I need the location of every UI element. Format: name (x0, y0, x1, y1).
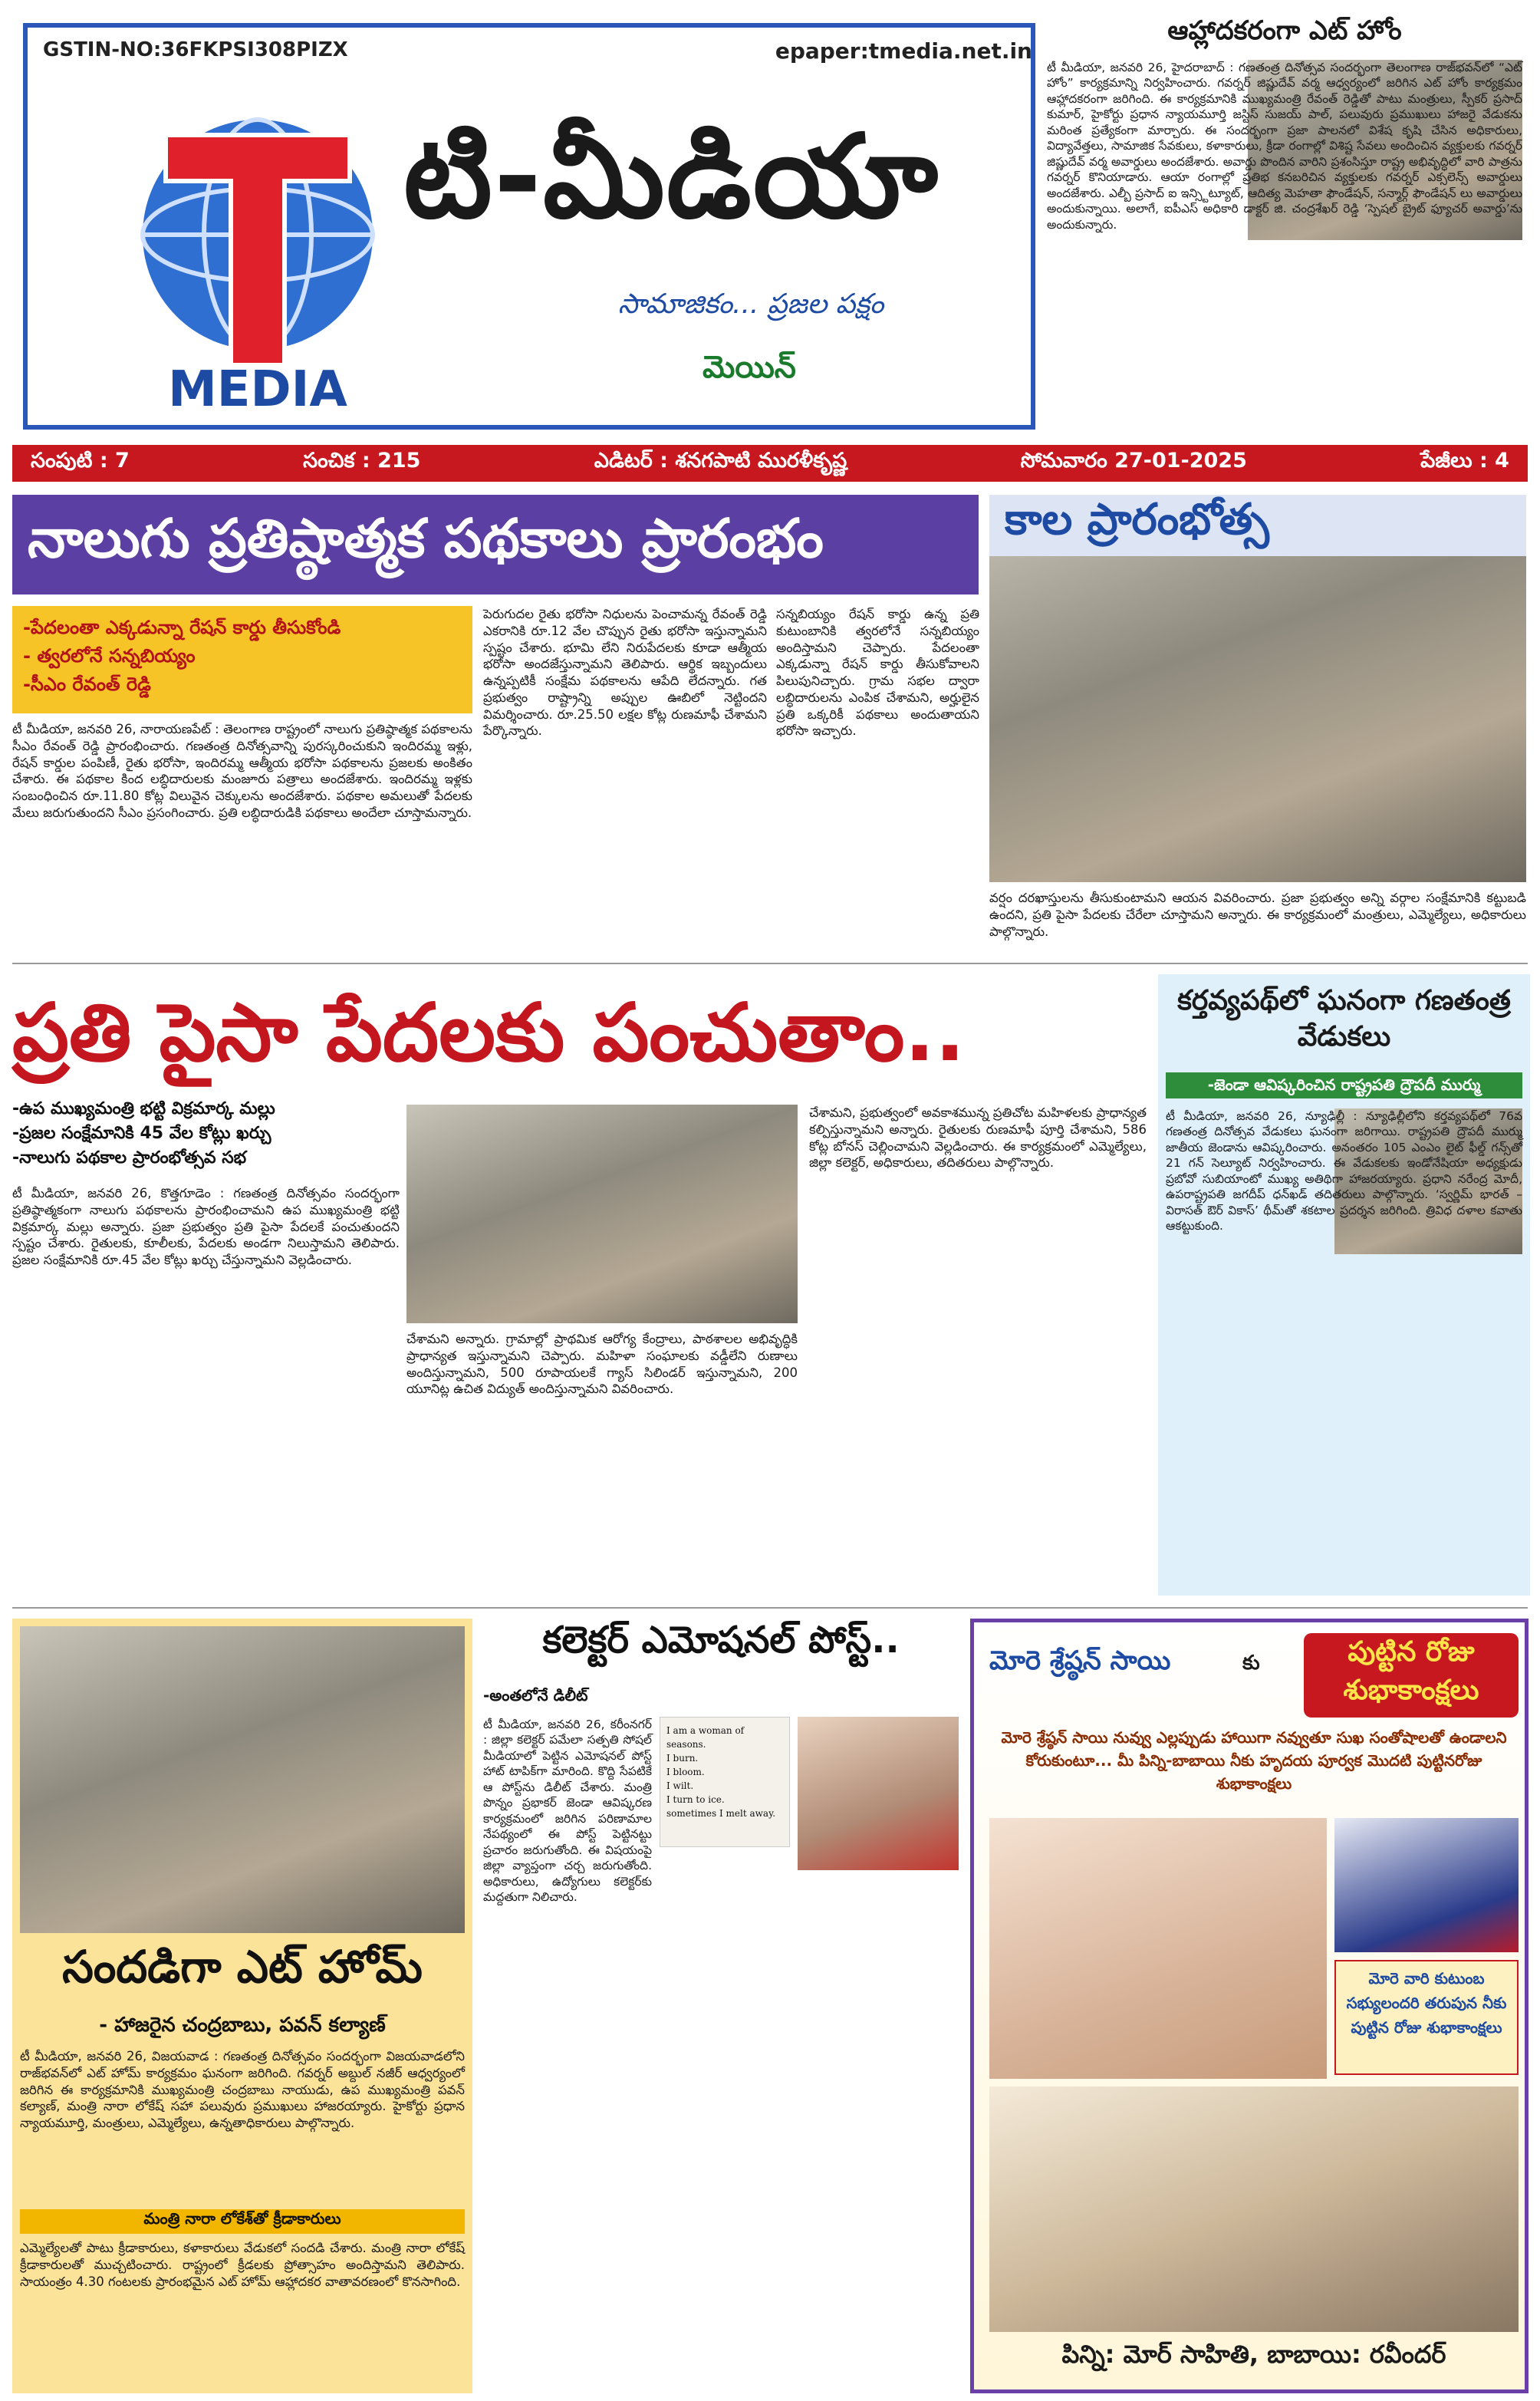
pages-label: పేజీలు : 4 (1420, 449, 1509, 473)
baby-photo-2 (1334, 1818, 1519, 1952)
quote-line: I wilt. (666, 1780, 694, 1791)
ad-footer: పిన్ని: మోర్ సాహితి, బాబాయి: రవీందర్ (1061, 2340, 1446, 2369)
story-inner-subhead: మంత్రి నారా లోకేశ్‌తో క్రీడాకారులు (20, 2209, 465, 2234)
quote-line: I bloom. (666, 1767, 705, 1777)
collector-story (483, 1619, 959, 2393)
second-col-2: చేశామని అన్నారు. గ్రామాల్లో ప్రాథమిక ఆరోగ్య కేంద్రాలు, పాఠశాలల అభివృద్ధికి ప్రాధాన్యత ఇస్తున్నామని చెప్పారు. మహిళా సంఘాలకు వడ్డీలేని రుణాలు అందిస్తున్నామని, 500 రూపాయలకే గ్యాస్ సిలిండర్ ఇస్తున్నామని, 200 యూనిట్ల ఉచిత విద్యుత్ అందిస్తున్నామని వివరించారు. (406, 1332, 798, 1397)
bullet-item: -నాలుగు పథకాల ప్రారంభోత్సవ సభ (12, 1148, 247, 1168)
story-headline: కలెక్టర్ ఎమోషనల్ పోస్ట్.. (542, 1619, 900, 1662)
lead-col-1: టీ మీడియా, జనవరి 26, నారాయణపేట్ : తెలంగాణ రాష్ట్రంలో నాలుగు ప్రతిష్ఠాత్మక పథకాలను సీఎం రేవంత్ రెడ్డి ప్రారంభించారు. గణతంత్ర దినోత్సవాన్ని పురస్కరించుకుని ఇందిరమ్మ ఇళ్లు, రేషన్ కార్డుల పంపిణీ, రైతు భరోసా, ఇందిరమ్మ ఆత్మీయ భరోసా పథకాలను ప్రజలకు అంకితం చేశారు. ఈ పథకాల కింద లబ్ధిదారులకు మంజూరు పత్రాలు అందజేశారు. ఇందిరమ్మ ఇళ్లకు సంబంధించిన రూ.11.80 కోట్ల విలువైన చెక్కులను అందజేశారు. పథకాల అమలుతో పేదలకు మేలు జరుగుతుందని సీఎం ప్రసంగించారు. ప్రతి లబ్ధిదారుడికి పథకాలు అందేలా చూస్తామన్నారు. (12, 722, 472, 820)
ad-name: మోరె శ్రేష్ఠన్ సాయి (989, 1645, 1171, 1676)
story-body: టీ మీడియా, జనవరి 26, విజయవాడ : గణతంత్ర దినోత్సవం సందర్భంగా విజయవాడలోని రాజ్‌భవన్‌లో ఎట్ హోమ్ కార్యక్రమం ఘనంగా జరిగింది. గవర్నర్ అబ్దుల్ నజీర్ ఆధ్వర్యంలో జరిగిన ఈ కార్యక్రమానికి ముఖ్యమంత్రి చంద్రబాబు నాయుడు, ఉప ముఖ్యమంత్రి పవన్ కల్యాణ్, మంత్రి నారా లోకేష్ సహా పలువురు ప్రముఖులు హాజరయ్యారు. హైకోర్టు ప్రధాన న్యాయమూర్తి, మంత్రులు, ఎమ్మెల్యేలు, ఉన్నతాధికారులు పాల్గొన్నారు. (20, 2049, 465, 2131)
top-right-story (1047, 15, 1522, 441)
at-home-photo (20, 1626, 465, 1933)
at-home-story (12, 1619, 472, 2393)
editor-label: ఎడిటర్ : శనగపాటి మురళీకృష్ణ (594, 449, 847, 473)
quote-line: I burn. (666, 1753, 699, 1764)
masthead (23, 23, 1035, 430)
story-subhead: -జెండా ఆవిష్కరించిన రాష్ట్రపతి ద్రౌపదీ ముర్ము (1166, 1072, 1522, 1098)
second-headline: ప్రతి పైసా పేదలకు పంచుతాం.. (12, 986, 966, 1079)
quote-line: I am a woman of seasons. (666, 1725, 745, 1750)
quote-line: I turn to ice. (666, 1794, 725, 1805)
baby-photo-1 (989, 1818, 1327, 2079)
second-col-3: చేశామని, ప్రభుత్వంలో అవకాశమున్న ప్రతిచోట మహిళలకు ప్రాధాన్యత కల్పిస్తున్నామని అన్నారు. రైతులకు రుణమాఫీ పూర్తి చేశామని, 586 కోట్ల బోనస్ చెల్లించామని వెల్లడించారు. ఈ కార్యక్రమంలో ఎమ్మెల్యేలు, జిల్లా కలెక్టర్, అధికారులు, తదితరులు పాల్గొన్నారు. (809, 1105, 1147, 1171)
ad-wish: మోరె శ్రేష్ఠన్ సాయి నువ్వు ఎల్లప్పుడు హాయిగా నవ్వుతూ సుఖ సంతోషాలతో ఉండాలని కోరుకుంటూ... మీ పిన్ని-బాబాయి నీకు హృదయ పూర్వక మొదటి పుట్టినరోజు శుభాకాంక్షలు (1001, 1728, 1507, 1793)
section-divider (12, 1607, 1528, 1609)
lead-headline: నాలుగు ప్రతిష్ఠాత్మక పథకాలు ప్రారంభం (12, 495, 979, 594)
lead-col-3: సన్నబియ్యం రేషన్ కార్డు ఉన్న ప్రతి కుటుంబానికి త్వరలోనే సన్నబియ్యం అందిస్తామని చెప్పారు. పేదలంతా ఎక్కడున్నా రేషన్ కార్డు తీసుకోవాలని పిలుపునిచ్చారు. గ్రామ సభల ద్వారా లబ్ధిదారులను ఎంపిక చేశామని, అర్హులైన ప్రతి ఒక్కరికీ పథకాలు అందుతాయని భరోసా ఇచ్చారు. (776, 607, 979, 739)
bullet-item: -పేదలంతా ఎక్కడున్నా రేషన్ కార్డు తీసుకోండి (23, 617, 341, 638)
bullet-item: -ప్రజల సంక్షేమానికి 45 వేల కోట్లు ఖర్చు (12, 1123, 271, 1143)
story-subhead: - హాజరైన చంద్రబాబు, పవన్ కల్యాణ్ (99, 2014, 386, 2037)
second-col-1: టీ మీడియా, జనవరి 26, కొత్తగూడెం : గణతంత్ర దినోత్సవం సందర్భంగా ప్రతిష్ఠాత్మకంగా నాలుగు పథకాలను ప్రారంభించామని ఉప ముఖ్యమంత్రి భట్టి విక్రమార్క మల్లు అన్నారు. ప్రజా ప్రభుత్వం ప్రతి పైసా పేదలకే పంచుతుందని స్పష్టం చేశారు. రైతులకు, కూలీలకు, పేదలకు అండగా నిలుస్తామని తెలిపారు. ప్రజల సంక్షేమానికి రూ.45 వేల కోట్లు ఖర్చు చేస్తున్నామని వెల్లడించారు. (12, 1186, 400, 1268)
story-headline: కర్తవ్యపథ్‌లో ఘనంగా గణతంత్ర వేడుకలు (1177, 985, 1511, 1052)
gstin-number: GSTIN-NO:36FKPSI308PIZX (43, 38, 348, 61)
lead-photo (989, 495, 1526, 882)
quote-box (660, 1717, 790, 1847)
ad-ku: కు (1242, 1652, 1260, 1675)
story-headline: సందడిగా ఎట్ హోమ్ (62, 1941, 423, 1993)
logo-media-text: MEDIA (168, 361, 347, 418)
issue-label: సంచిక : 215 (303, 449, 421, 473)
story-subhead: -అంతలోనే డిలీట్ (483, 1686, 588, 1704)
story-body-cont (483, 1902, 959, 2386)
story-headline: ఆహ్లాదకరంగా ఎట్ హోం (1167, 15, 1402, 46)
logo (135, 89, 380, 419)
story-body: టీ మీడియా, జనవరి 26, న్యూఢిల్లీ : న్యూఢిల్లీలోని కర్తవ్యపథ్‌లో 76వ గణతంత్ర దినోత్సవ వేడుకలు ఘనంగా జరిగాయి. రాష్ట్రపతి ద్రౌపదీ ముర్ము జాతీయ జెండాను ఆవిష్కరించారు. అనంతరం 105 ఎంఎం లైట్ ఫీల్డ్ గన్స్‌తో 21 గన్ సెల్యూట్ నిర్వహించారు. ఈ వేడుకలకు ఇండోనేషియా అధ్యక్షుడు ప్రబోవో సుబియాంటో ముఖ్య అతిథిగా హాజరయ్యారు. ప్రధాని నరేంద్ర మోదీ, ఉపరాష్ట్రపతి జగదీప్ ధన్‌ఖడ్ తదితరులు పాల్గొన్నారు. ‘స్వర్ణిమ్ భారత్ – విరాసత్ ఔర్ వికాస్’ థీమ్‌తో శకటాల ప్రదర్శన జరిగింది. త్రివిధ దళాల కవాతు ఆకట్టుకుంది. (1166, 1109, 1522, 1233)
story-body: టీ మీడియా, జనవరి 26, హైదరాబాద్ : గణతంత్ర దినోత్సవ సందర్భంగా తెలంగాణ రాజ్‌భవన్‌లో “ఎట్ హోం” కార్యక్రమాన్ని నిర్వహించారు. గవర్నర్ జిష్ణుదేవ్ వర్మ ఆధ్వర్యంలో జరిగిన ఎట్ హోం కార్యక్రమం ఆహ్లాదకరంగా జరిగింది. ఈ కార్యక్రమానికి ముఖ్యమంత్రి రేవంత్ రెడ్డితో పాటు మంత్రులు, స్పీకర్ ప్రసాద్ కుమార్, హైకోర్టు ప్రధాన న్యాయమూర్తి జస్టిస్ సుజయ్ పాల్, పలువురు ప్రముఖులు హాజరై వేడుకను మరింత ప్రత్యేకంగా మార్చారు. ఈ సందర్భంగా ప్రజా పాలనలో విశేష కృషి చేసిన అధికారులు, విద్యావేత్తలు, సామాజిక సేవకులు, కళాకారులు, క్రీడా రంగాల్లో విశిష్ట సేవలు అందించిన వ్యక్తులకు గవర్నర్ జిష్ణుదేవ్ వర్మ అవార్డులు అందజేశారు. అవార్డు పొందిన వారిని ప్రశంసిస్తూ రాష్ట్ర అభివృద్ధిలో వారి పాత్రను గవర్నర్ కొనియాడారు. ఆయా రంగాల్లో ప్రతిభ కనబరిచిన వ్యక్తులకు గవర్నర్ ఎక్సలెన్స్ అవార్డులు అందజేశారు. ఎల్బీ ప్రసాద్ ఐ ఇన్స్టిట్యూట్, ఆదిత్య మెహతా ఫౌండేషన్, సన్మార్గ్ ఫౌండేషన్ లు అవార్డులు అందుకున్నాయి. అలాగే, ఐపీఎస్ అధికారి డాక్టర్ జి. చంద్రశేఖర్ రెడ్డి ‘స్పెషల్ బ్రైట్ ఫ్యూచర్ అవార్డు’ను అందుకున్నారు. (1047, 61, 1522, 232)
photo-banner: కాల ప్రారంభోత్స (989, 495, 1526, 556)
bullet-item: -సీఎం రేవంత్ రెడ్డి (23, 674, 151, 696)
second-photo (406, 1105, 798, 1323)
baby-photo-3 (989, 2086, 1519, 2332)
epaper-url[interactable]: epaper:tmedia.net.in (775, 38, 1032, 64)
lead-col-4: వర్షం దరఖాస్తులను తీసుకుంటామని ఆయన వివరించారు. ప్రజా ప్రభుత్వం అన్ని వర్గాల సంక్షేమానికి కట్టుబడి ఉందని, ప్రతి పైసా పేదలకు చేరేలా చూస్తామని అన్నారు. ఈ కార్యక్రమంలో మంత్రులు, ఎమ్మెల్యేలు, అధికారులు పాల్గొన్నారు. (989, 891, 1526, 939)
quote-line: sometimes I melt away. (666, 1808, 776, 1819)
bullet-item: - త్వరలోనే సన్నబియ్యం (23, 645, 196, 667)
brand-name: టి-మీడియా (403, 110, 939, 244)
tagline: సామాజికం... ప్రజల పక్షం (618, 288, 884, 320)
ad-headline: పుట్టిన రోజు శుభాకాంక్షలు (1304, 1633, 1519, 1718)
lead-col-2: పెరుగుదల రైతు భరోసా నిధులను పెంచామన్న రేవంత్ రెడ్డి ఎకరానికి రూ.12 వేల చొప్పున రైతు భరోసా ఇస్తున్నామని స్పష్టం చేశారు. భూమి లేని నిరుపేదలకు కూడా ఆత్మీయ భరోసా అందజేస్తున్నామని తెలిపారు. ఆర్థిక ఇబ్బందులు ఉన్నప్పటికీ సంక్షేమ పథకాలను ఆపేది లేదన్నారు. గత ప్రభుత్వం రాష్ట్రాన్ని అప్పుల ఊబిలో నెట్టిందని విమర్శించారు. రూ.25.50 లక్షల కోట్ల రుణమాఫీ చేశామని పేర్కొన్నారు. (483, 607, 767, 739)
date-label: సోమవారం 27-01-2025 (1020, 449, 1247, 473)
ad-family: మోరె వారి కుటుంబ సభ్యులందరి తరుపున నీకు పుట్టిన రోజు శుభాకాంక్షలు (1334, 1960, 1519, 2075)
story-body-2: ఎమ్మెల్యేలతో పాటు క్రీడాకారులు, కళాకారులు వేడుకలో సందడి చేశారు. మంత్రి నారా లోకేష్ క్రీడాకారులతో ముచ్చటించారు. రాష్ట్రంలో క్రీడలకు ప్రోత్సాహం అందిస్తామని తెలిపారు. సాయంత్రం 4.30 గంటలకు ప్రారంభమైన ఎట్ హోమ్ ఆహ్లాదకర వాతావరణంలో కొనసాగింది. (20, 2241, 465, 2289)
story-body: టీ మీడియా, జనవరి 26, కరీంనగర్ : జిల్లా కలెక్టర్ పమేలా సత్పతి సోషల్ మీడియాలో పెట్టిన ఎమోషనల్ పోస్ట్ హాట్ టాపిక్‌గా మారింది. కొద్ది సేపటికే ఆ పోస్ట్‌ను డిలీట్ చేశారు. మంత్రి పొన్నం ప్రభాకర్ జెండా ఆవిష్కరణ కార్యక్రమంలో జరిగిన పరిణామాల నేపథ్యంలో ఈ పోస్ట్ పెట్టినట్టు ప్రచారం జరుగుతోంది. ఈ విషయంపై జిల్లా వ్యాప్తంగా చర్చ జరుగుతోంది. అధికారులు, ఉద్యోగులు కలెక్టర్‌కు మద్దతుగా నిలిచారు. (483, 1718, 652, 1904)
collector-photo (798, 1717, 959, 1870)
lead-bullets (12, 606, 472, 713)
edition-label: మెయిన్ (703, 350, 796, 385)
republic-story (1158, 974, 1530, 1596)
info-bar (12, 445, 1528, 482)
birthday-ad (970, 1619, 1528, 2393)
bullet-item: -ఉప ముఖ్యమంత్రి భట్టి విక్రమార్క మల్లు (12, 1099, 275, 1118)
volume-label: సంపుటి : 7 (31, 449, 130, 473)
second-bullets (12, 1097, 457, 1181)
section-divider (12, 963, 1528, 964)
